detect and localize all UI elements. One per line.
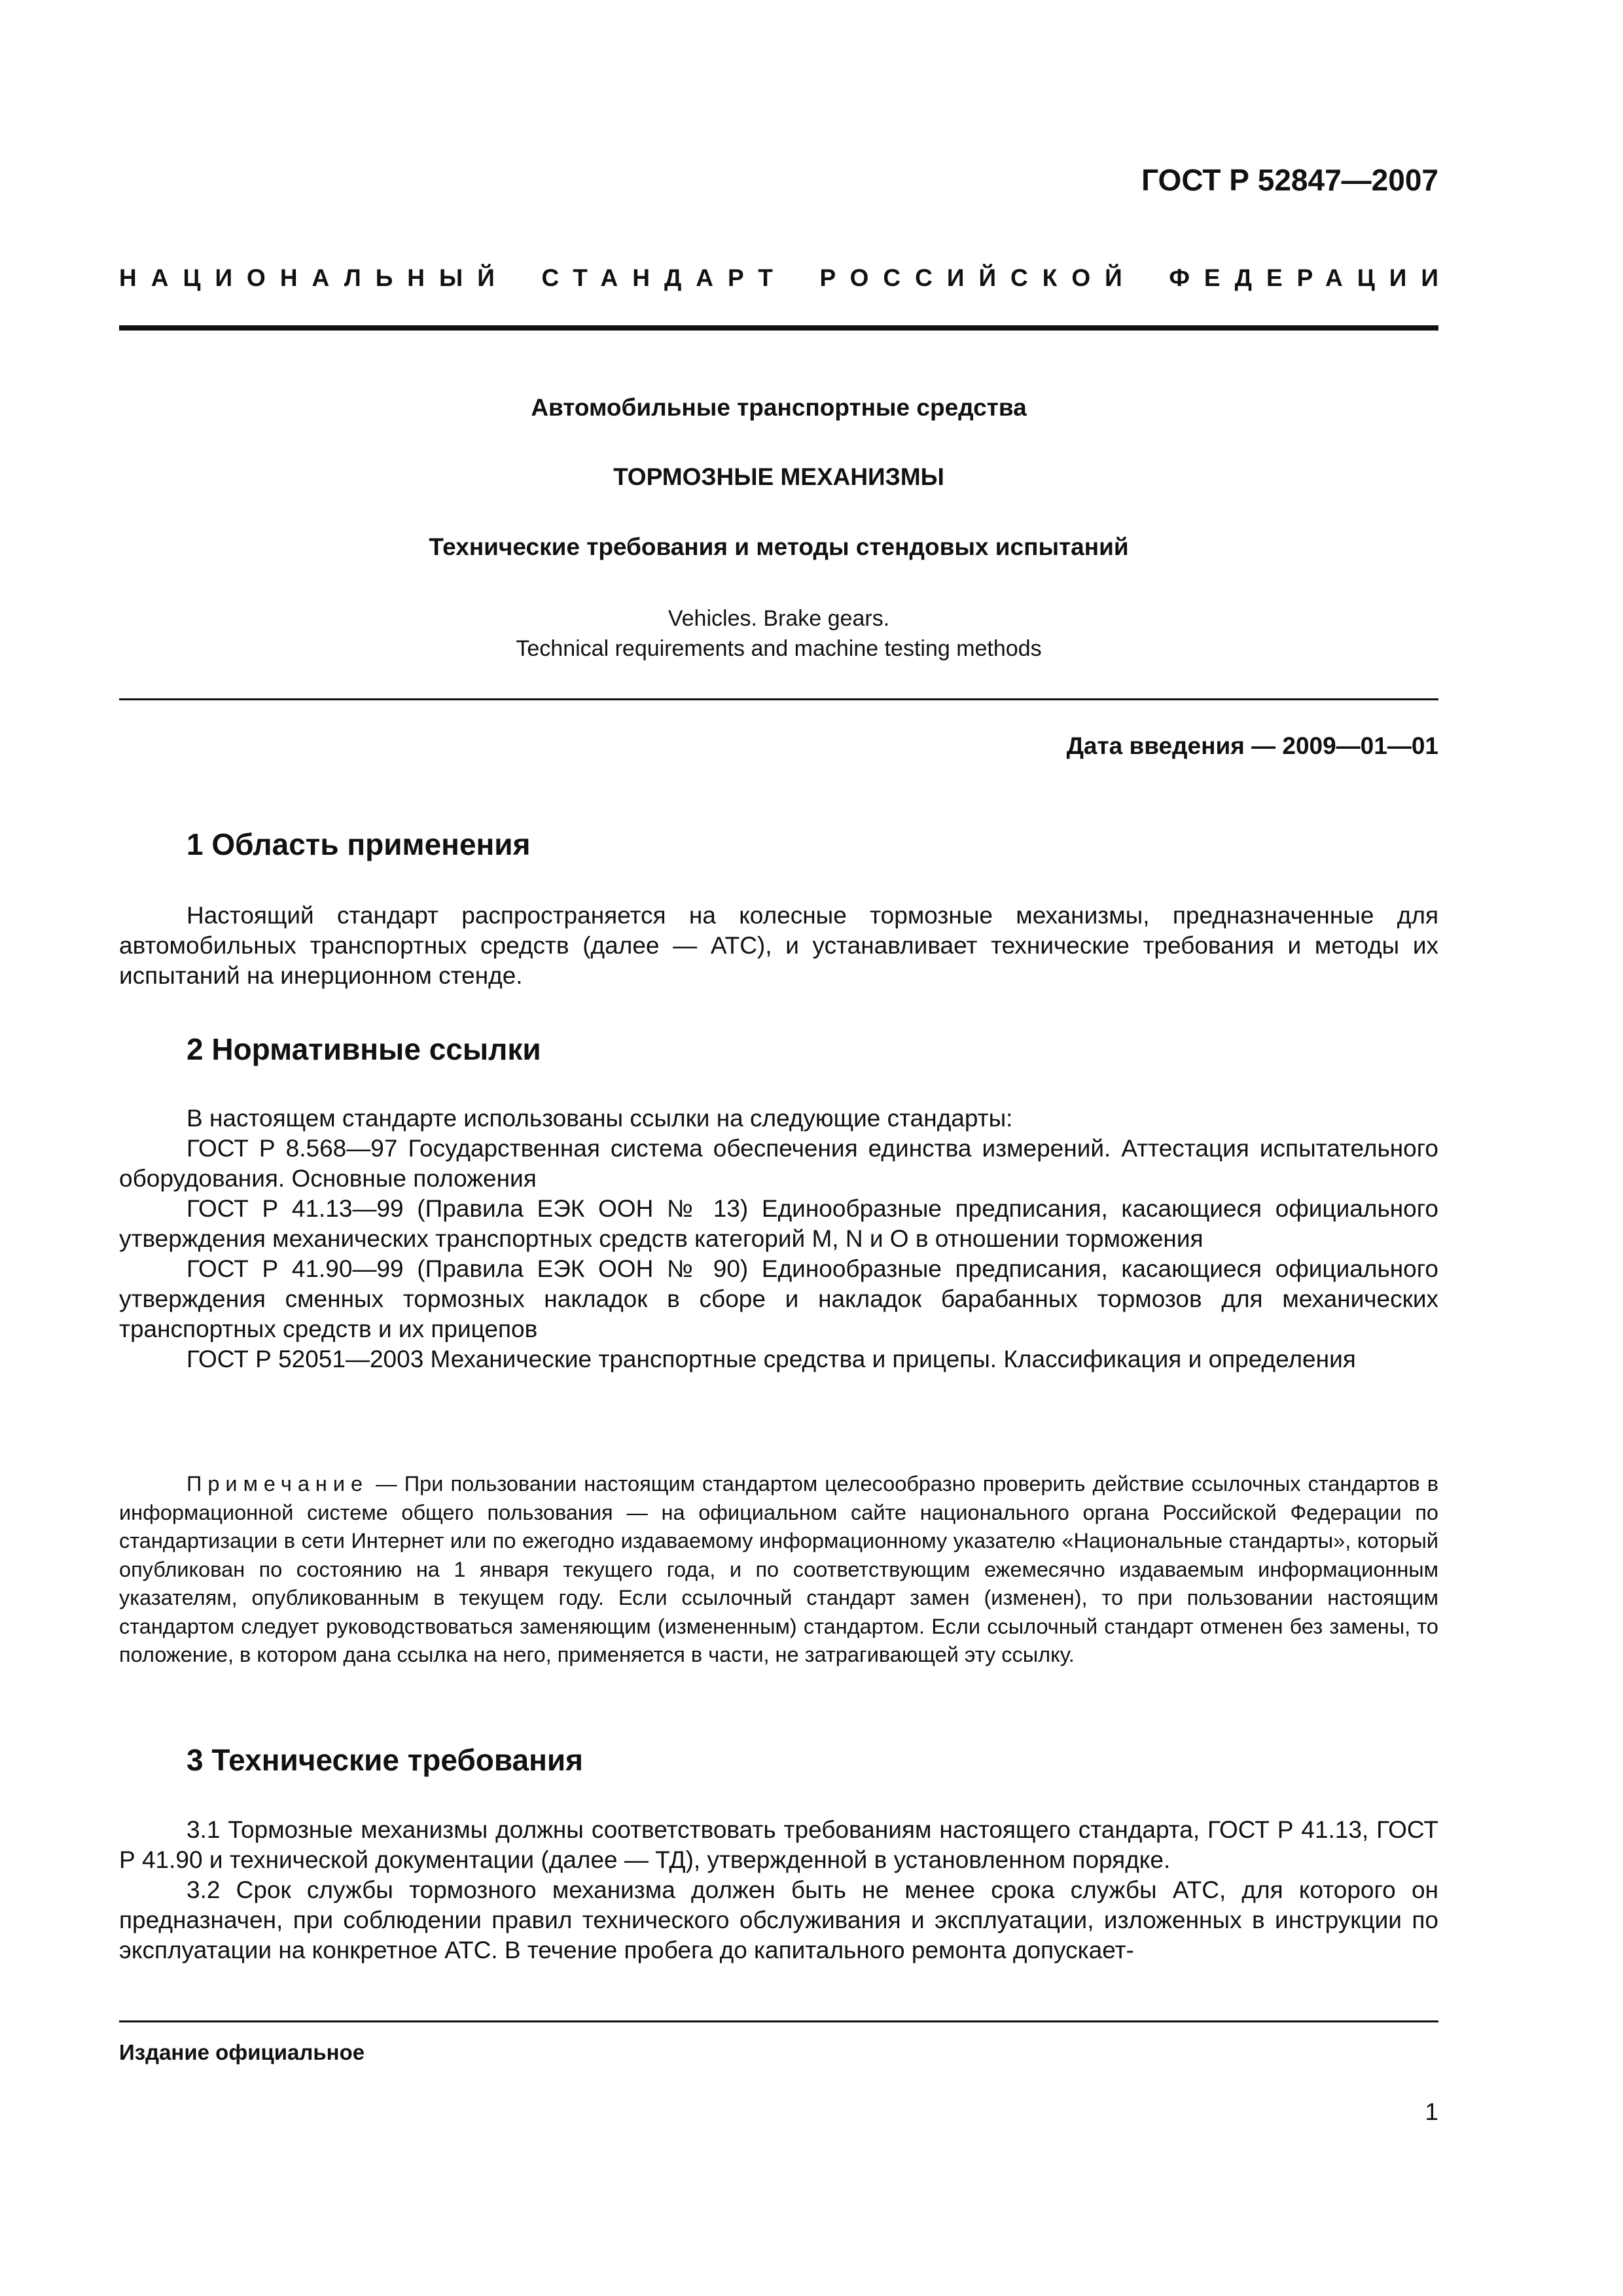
standard-number: ГОСТ Р 52847—2007 (1141, 163, 1438, 197)
header-divider-thick (119, 325, 1438, 331)
section-2-heading: 2 Нормативные ссылки (187, 1032, 541, 1066)
section-3-body (119, 1815, 1438, 1965)
reference-item: ГОСТ Р 8.568—97 Государственная система обеспечения единства измерений. Аттестация испытательного оборудования. Основные положения (119, 1135, 1438, 1192)
english-title-line-2: Technical requirements and machine testing methods (516, 636, 1042, 661)
introduction-date: Дата введения — 2009—01—01 (1066, 732, 1438, 759)
reference-item: ГОСТ Р 52051—2003 Механические транспортные средства и прицепы. Классификация и определения (187, 1346, 1356, 1372)
section-3-heading: 3 Технические требования (187, 1743, 583, 1777)
title-line-1: Автомобильные транспортные средства (531, 394, 1027, 421)
banner-word: РОССИЙСКОЙ (819, 264, 1137, 291)
reference-item: ГОСТ Р 41.90—99 (Правила ЕЭК ООН № 90) Единообразные предписания, касающиеся официального утверждения сменных тормозных накладок в сборе и накладок барабанных тормозов для механических транспортных средств и их прицепов (119, 1255, 1438, 1342)
banner-word: СТАНДАРТ (541, 264, 787, 291)
section-2-note (119, 1470, 1438, 1670)
paragraph: В настоящем стандарте использованы ссылки на следующие стандарты: (187, 1105, 1013, 1132)
title-line-3: Технические требования и методы стендовых испытаний (429, 533, 1129, 560)
section-1-body (119, 901, 1438, 991)
page-number: 1 (1425, 2098, 1438, 2125)
footer-divider (119, 2020, 1438, 2022)
reference-item: ГОСТ Р 41.13—99 (Правила ЕЭК ООН № 13) Единообразные предписания, касающиеся официального утверждения механических транспортных средств категорий M, N и O в отношении торможения (119, 1195, 1438, 1252)
note-label: Примечание (187, 1472, 369, 1496)
paragraph: 3.2 Срок службы тормозного механизма должен быть не менее срока службы АТС, для которого он предназначен, при соблюдении правил технического обслуживания и эксплуатации, изложенных в инструкции по эксплуатации на конкретное АТС. В течение пробега до капитального ремонта допускает- (119, 1876, 1438, 1964)
official-edition-label: Издание официальное (119, 2040, 365, 2064)
english-title (119, 603, 1438, 664)
title-line-2: ТОРМОЗНЫЕ МЕХАНИЗМЫ (613, 463, 944, 490)
note-text: — При пользовании настоящим стандартом целесообразно проверить действие ссылочных стандартов в информационной системе общего пользования — на официальном сайте национального органа Российской Федерации по стандартизации в сети Интернет или по ежегодно издаваемому информационному указателю «Национальные стандарты», который опубликован по состоянию на 1 января текущего года, и по соответствующим ежемесячно издаваемым информационным указателям, опубликованным в текущем году. Если ссылочный стандарт замен (изменен), то при пользовании настоящим стандартом следует руководствоваться заменяющим (измененным) стандартом. Если ссылочный стандарт отменен без замены, то положение, в котором дана ссылка на него, применяется в части, не затрагивающей эту ссылку. (119, 1472, 1438, 1666)
section-1-heading: 1 Область применения (187, 827, 531, 861)
national-standard-banner (119, 264, 1453, 292)
paragraph: Настоящий стандарт распространяется на колесные тормозные механизмы, предназначенные для автомобильных транспортных средств (далее — АТС), и устанавливает технические требования и методы их испытаний на инерционном стенде. (119, 902, 1438, 989)
paragraph: 3.1 Тормозные механизмы должны соответствовать требованиям настоящего стандарта, ГОСТ Р 41.13, ГОСТ Р 41.90 и технической документации (далее — ТД), утвержденной в установленном порядке. (119, 1816, 1438, 1873)
section-2-body (119, 1103, 1438, 1374)
banner-word: ФЕДЕРАЦИИ (1169, 264, 1453, 291)
english-title-line-1: Vehicles. Brake gears. (668, 606, 890, 631)
title-divider (119, 698, 1438, 700)
banner-word: НАЦИОНАЛЬНЫЙ (119, 264, 509, 291)
